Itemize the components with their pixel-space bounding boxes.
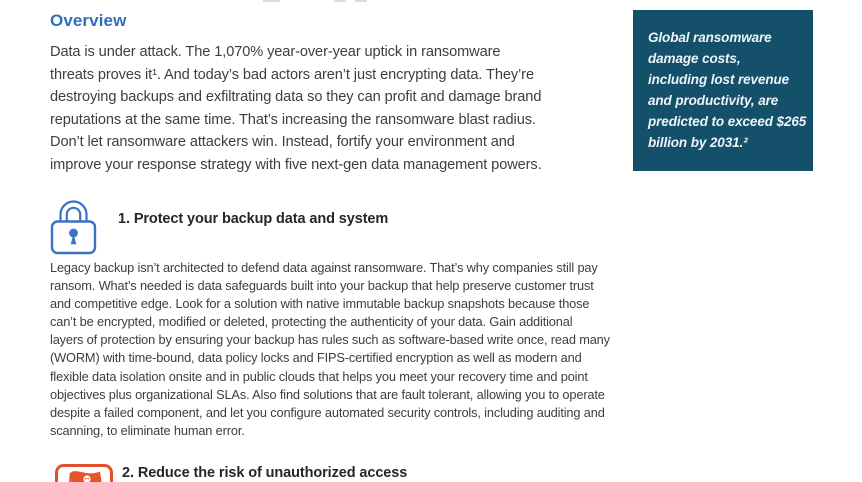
section-1-heading: 1. Protect your backup data and system	[118, 211, 389, 227]
callout-box	[633, 10, 813, 171]
body-line: can’t be encrypted, modified or deleted, protecting the authenticity of your data. Gain additional	[50, 314, 573, 330]
cropped-text-remnant	[263, 0, 280, 2]
body-line: scanning, to eliminate human error.	[50, 422, 245, 438]
cropped-text-remnant	[334, 0, 346, 2]
body-line: Legacy backup isn’t architected to defend data against ransomware. That’s why companies still pay	[50, 260, 598, 275]
body-line: flexible data isolation onsite and in public clouds that helps you meet your recovery time and point	[50, 368, 588, 384]
section-2-heading: 2. Reduce the risk of unauthorized access	[122, 465, 408, 481]
overview-heading: Overview	[50, 11, 127, 30]
callout-line: Global ransomware	[648, 30, 772, 45]
overview-line: destroying backups and exfiltrating data so they can profit and damage brand	[50, 89, 542, 106]
lock-icon	[50, 198, 97, 255]
body-line: ransom. What’s needed is data safeguards built into your backup that help preserve customer trust	[50, 278, 594, 294]
overview-line: reputations at the same time. That’s increasing the ransomware blast radius.	[50, 111, 536, 128]
body-line: layers of protection by ensuring your backup has rules such as software-based write once, read many	[50, 332, 610, 348]
overview-line: Don’t let ransomware attackers win. Instead, fortify your environment and	[50, 134, 515, 151]
overview-line: improve your response strategy with five next-gen data management powers.	[50, 156, 542, 173]
overview-line: threats proves it¹. And today’s bad actors aren’t just encrypting data. They’re	[50, 66, 534, 83]
overview-line: Data is under attack. The 1,070% year-over-year uptick in ransomware	[50, 44, 501, 60]
callout-line: and productivity, are	[648, 93, 779, 108]
pirate-flag-icon	[55, 464, 113, 482]
overview-paragraph	[50, 41, 542, 177]
body-line: (WORM) with time-bound, data policy locks and FIPS-certified encryption as well as modern and	[50, 350, 582, 366]
body-line: objectives plus organizational SLAs. Also find solutions that are fault tolerant, allowing you to operate	[50, 386, 605, 402]
section-1-body	[50, 259, 610, 440]
callout-line: billion by 2031.²	[648, 135, 748, 150]
callout-line: including lost revenue	[648, 72, 790, 87]
callout-line: predicted to exceed $265	[648, 114, 807, 129]
body-line: despite a failed component, and let you configure automated security controls, including auditing and	[50, 404, 605, 420]
callout-line: damage costs,	[648, 51, 741, 66]
cropped-text-remnant	[355, 0, 367, 2]
body-line: and competitive edge. Look for a solution with native immutable backup snapshots because those	[50, 296, 590, 312]
